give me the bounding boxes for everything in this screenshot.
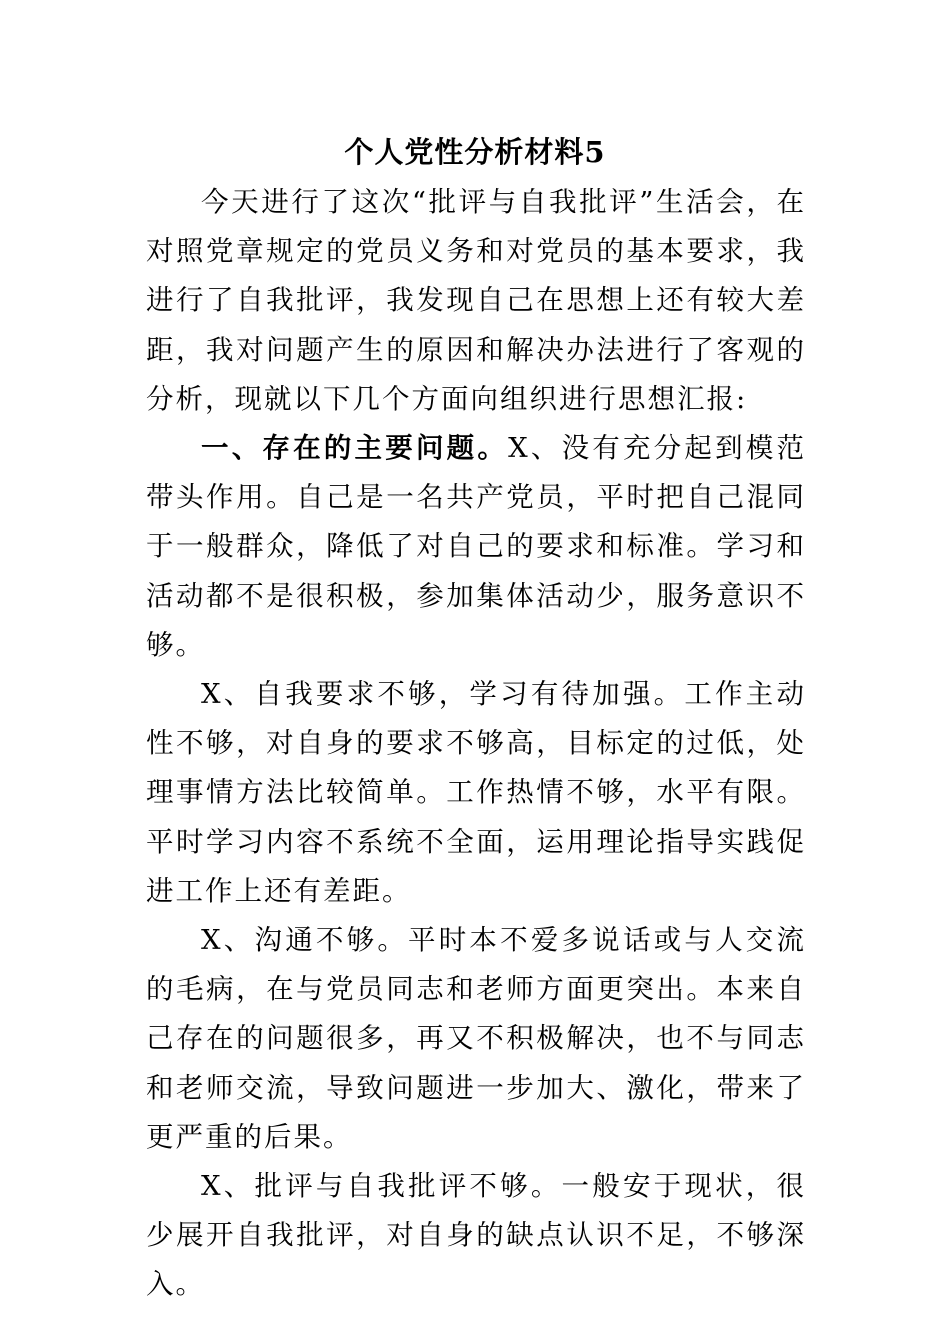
section-1-text: X、没有充分起到模范带头作用。自己是一名共产党员，平时把自己混同于一般群众，降低了对自己的要求和标准。学习和活动都不是很积极，参加集体活动少，服务意识不够。 (146, 432, 807, 661)
paragraph-3: X、沟通不够。平时本不爱多说话或与人交流的毛病，在与党员同志和老师方面更突出。本来自己存在的问题很多，再又不积极解决，也不与同志和老师交流，导致问题进一步加大、激化，带来了更严重的后果。 (146, 924, 806, 1153)
paragraph-4: X、批评与自我批评不够。一般安于现状，很少展开自我批评，对自身的缺点认识不足，不够深入。 (146, 1170, 806, 1301)
document-body (146, 178, 806, 1310)
section-1-heading: 一、存在的主要问题。 (201, 432, 509, 465)
section-1-paragraph (146, 424, 806, 670)
document-title: 个人党性分析材料5 (344, 135, 606, 169)
intro-paragraph: 今天进行了这次“批评与自我批评”生活会，在对照党章规定的党员义务和对党员的基本要求，我进行了自我批评，我发现自己在思想上还有较大差距，我对问题产生的原因和解决办法进行了客观的分析，现就以下几个方面向组织进行思想汇报: (146, 186, 806, 415)
paragraph-2: X、自我要求不够，学习有待加强。工作主动性不够，对自身的要求不够高，目标定的过低，处理事情方法比较简单。工作热情不够，水平有限。平时学习内容不系统不全面，运用理论指导实践促进工作上还有差距。 (146, 678, 806, 907)
